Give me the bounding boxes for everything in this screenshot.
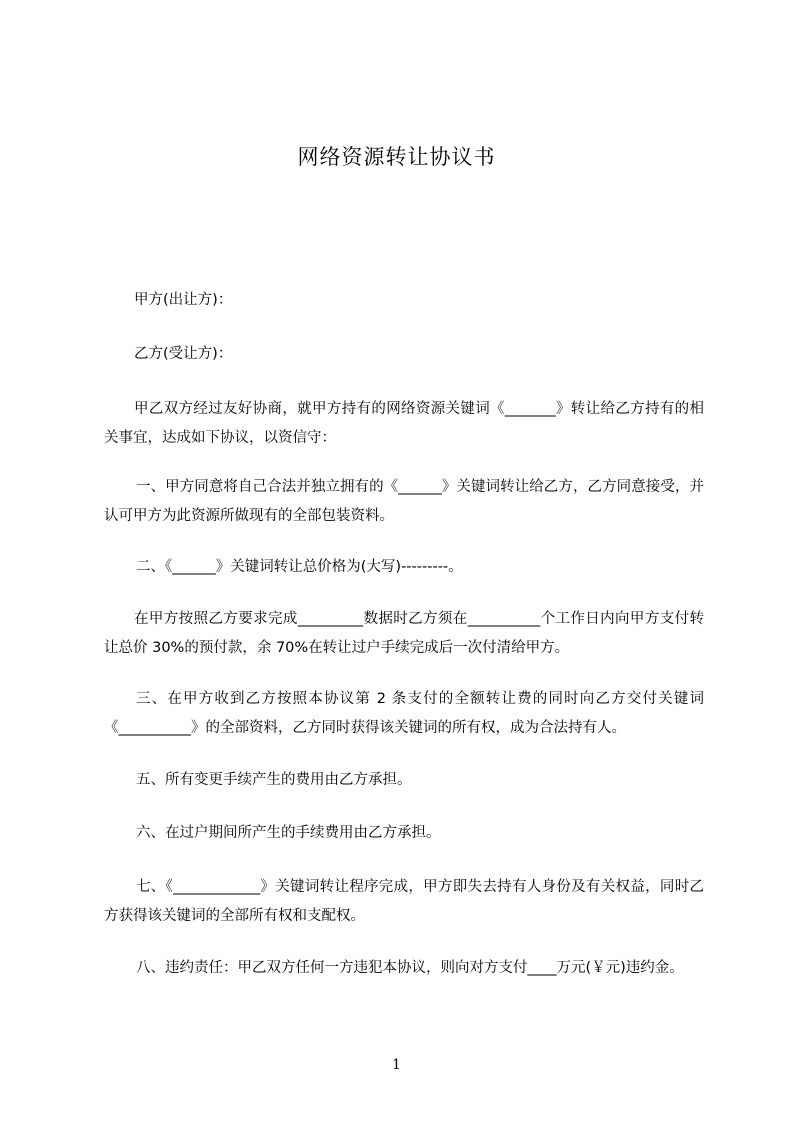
clause-6-paragraph: 六、在过户期间所产生的手续费用由乙方承担。 [136,825,441,841]
clause-8-paragraph: 八、违约责任：甲乙双方任何一方违犯本协议，则向对方支付____万元(￥元)违约金。 [136,960,684,976]
clause-1-paragraph: 一、甲方同意将自己合法并独立拥有的《______》关键词转让给乙方，乙方同意接受，并认可甲方为此资源所做现有的全部包装资料。 [104,479,704,524]
preamble-paragraph: 甲乙双方经过友好协商，就甲方持有的网络资源关键词《_______》转让给乙方持有的相关事宜，达成如下协议，以资信守： [104,401,704,446]
page-number: 1 [392,1057,401,1073]
document-title: 网络资源转让协议书 [297,145,496,169]
party-b-line: 乙方(受让方)： [134,346,233,362]
clause-5-paragraph: 五、所有变更手续产生的费用由乙方承担。 [136,772,412,788]
clause-3-paragraph: 三、在甲方收到乙方按照本协议第 2 条支付的全额转让费的同时向乙方交付关键词《__________》的全部资料，乙方同时获得该关键词的所有权，成为合法持有人。 [104,691,704,736]
clause-2-paragraph: 二、《______》关键词转让总价格为(大写)---------。 [136,559,463,575]
clause-7-paragraph: 七、《____________》关键词转让程序完成，甲方即失去持有人身份及有关权益，同时乙方获得该关键词的全部所有权和支配权。 [104,879,704,924]
party-a-line: 甲方(出让方)： [134,292,233,308]
payment-paragraph: 在甲方按照乙方要求完成_________数据时乙方须在__________个工作日内向甲方支付转让总价 30%的预付款，余 70%在转让过户手续完成后一次付清给甲方。 [104,611,704,656]
